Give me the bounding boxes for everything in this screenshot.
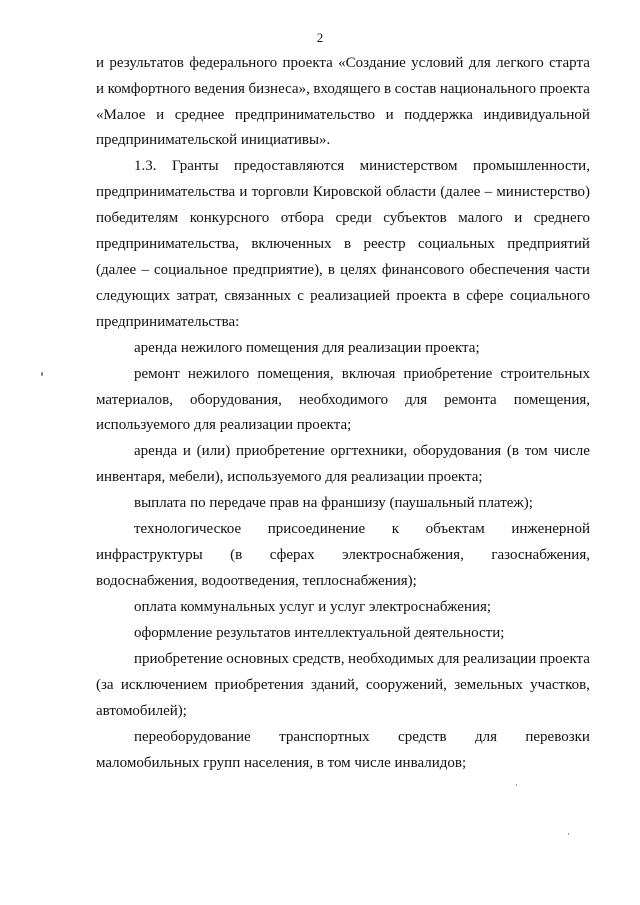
scan-speck bbox=[568, 833, 569, 835]
scan-speck bbox=[41, 372, 43, 376]
text-line: предпринимательства: bbox=[96, 314, 240, 330]
text-line: автомобилей); bbox=[96, 703, 187, 719]
text-line: инфраструктуры (в сферах электроснабжения, газоснабжения, bbox=[96, 547, 590, 563]
text-line: маломобильных групп населения, в том числе инвалидов; bbox=[96, 755, 467, 771]
text-line: предпринимательской инициативы». bbox=[96, 132, 331, 148]
text-line: инвентаря, мебели), используемого для реализации проекта; bbox=[96, 469, 483, 485]
text-line: 1.3. Гранты предоставляются министерством промышленности, bbox=[134, 158, 590, 174]
text-line: переоборудование транспортных средств для перевозки bbox=[134, 729, 590, 745]
text-line: приобретение основных средств, необходимых для реализации проекта bbox=[134, 651, 590, 667]
text-line: материалов, оборудования, необходимого для ремонта помещения, bbox=[96, 392, 590, 408]
scan-speck bbox=[516, 784, 517, 786]
text-line: ремонт нежилого помещения, включая приобретение строительных bbox=[134, 366, 590, 382]
text-line: используемого для реализации проекта; bbox=[96, 417, 352, 433]
text-line: предпринимательства, включенных в реестр социальных предприятий bbox=[96, 236, 590, 252]
text-line: аренда нежилого помещения для реализации проекта; bbox=[134, 340, 480, 356]
text-line: и результатов федерального проекта «Создание условий для легкого старта bbox=[96, 55, 590, 71]
text-line: водоснабжения, водоотведения, теплоснабжения); bbox=[96, 573, 417, 589]
text-line: предпринимательства и торговли Кировской области (далее – министерство) bbox=[96, 184, 590, 200]
text-line: победителям конкурсного отбора среди субъектов малого и среднего bbox=[96, 210, 590, 226]
text-line: технологическое присоединение к объектам инженерной bbox=[134, 521, 590, 537]
text-line: следующих затрат, связанных с реализацией проекта в сфере социального bbox=[96, 288, 590, 304]
text-line: оформление результатов интеллектуальной деятельности; bbox=[134, 625, 505, 641]
text-line: (за исключением приобретения зданий, сооружений, земельных участков, bbox=[96, 677, 590, 693]
text-line: аренда и (или) приобретение оргтехники, оборудования (в том числе bbox=[134, 443, 590, 459]
text-line: выплата по передаче прав на франшизу (паушальный платеж); bbox=[134, 495, 533, 511]
page-number: 2 bbox=[316, 30, 324, 45]
text-line: (далее – социальное предприятие), в целях финансового обеспечения части bbox=[96, 262, 590, 278]
text-line: «Малое и среднее предпринимательство и поддержка индивидуальной bbox=[96, 107, 590, 123]
text-line: и комфортного ведения бизнеса», входящего в состав национального проекта bbox=[96, 81, 590, 97]
text-line: оплата коммунальных услуг и услуг электроснабжения; bbox=[134, 599, 492, 615]
